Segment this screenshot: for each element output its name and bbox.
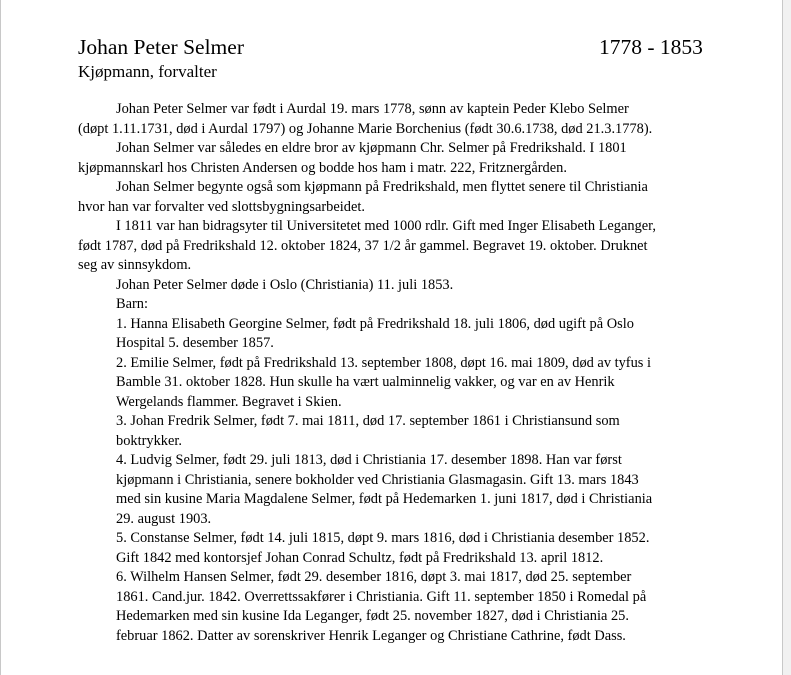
person-name-heading: Johan Peter Selmer xyxy=(78,35,244,59)
text-line: Gift 1842 med kontorsjef Johan Conrad Schultz, født på Fredrikshald 13. april 1812. xyxy=(116,549,604,566)
text-line: Johan Selmer begynte også som kjøpmann på Fredrikshald, men flyttet senere til Christiania xyxy=(116,179,648,195)
text-line: 29. august 1903. xyxy=(116,510,212,527)
text-line: 5. Constanse Selmer, født 14. juli 1815, døpt 9. mars 1816, død i Christiania desember 1852. xyxy=(116,530,650,546)
text-line: 2. Emilie Selmer, født på Fredrikshald 13. september 1808, døpt 16. mai 1809, død av tyfus i xyxy=(116,354,651,371)
text-line: Wergelands flammer. Begravet i Skien. xyxy=(116,393,342,410)
biography-text xyxy=(78,100,738,646)
text-line: februar 1862. Datter av sorenskriver Henrik Leganger og Christiane Cathrine, født Dass. xyxy=(116,627,626,644)
text-line: Johan Peter Selmer døde i Oslo (Christiania) 11. juli 1853. xyxy=(116,276,454,293)
text-line: seg av sinnsykdom. xyxy=(78,257,192,273)
text-line: kjøpmann i Christiania, senere bokholder ved Christiania Glasmagasin. Gift 13. mars 1843 xyxy=(116,471,639,488)
text-line: med sin kusine Maria Magdalene Selmer, født på Hedemarken 1. juni 1817, død i Christiania xyxy=(116,491,653,507)
text-line: Johan Selmer var således en eldre bror av kjøpmann Chr. Selmer på Fredrikshald. I 1801 xyxy=(116,140,627,156)
life-years-heading: 1778 - 1853 xyxy=(599,35,703,59)
text-line: 1. Hanna Elisabeth Georgine Selmer, født på Fredrikshald 18. juli 1806, død ugift på Oslo xyxy=(116,315,634,332)
text-line: boktrykker. xyxy=(116,432,182,449)
text-line: Hospital 5. desember 1857. xyxy=(116,335,274,351)
text-line: Hedemarken med sin kusine Ida Leganger, født 25. november 1827, død i Christiania 25. xyxy=(116,608,629,624)
text-line: 3. Johan Fredrik Selmer, født 7. mai 1811, død 17. september 1861 i Christiansund som xyxy=(116,413,620,429)
text-line: 1861. Cand.jur. 1842. Overrettssakfører i Christiania. Gift 11. september 1850 i Romedal på xyxy=(116,588,647,605)
text-line: Bamble 31. oktober 1828. Hun skulle ha vært ualminnelig vakker, og var en av Henrik xyxy=(116,374,615,390)
text-line: 4. Ludvig Selmer, født 29. juli 1813, død i Christiania 17. desember 1898. Han var først xyxy=(116,452,622,468)
text-line: hvor han var forvalter ved slottsbygningsarbeidet. xyxy=(78,198,365,215)
occupation-subtitle: Kjøpmann, forvalter xyxy=(78,62,217,81)
text-line: født 1787, død på Fredrikshald 12. oktober 1824, 37 1/2 år gammel. Begravet 19. oktober. Druknet xyxy=(78,237,648,254)
text-line: I 1811 var han bidragsyter til Universitetet med 1000 rdlr. Gift med Inger Elisabeth Leganger, xyxy=(116,218,656,234)
text-line: kjøpmannskarl hos Christen Andersen og bodde hos ham i matr. 222, Fritznergården. xyxy=(78,159,567,176)
text-line: 6. Wilhelm Hansen Selmer, født 29. desember 1816, døpt 3. mai 1817, død 25. september xyxy=(116,569,632,585)
text-line: (døpt 1.11.1731, død i Aurdal 1797) og Johanne Marie Borchenius (født 30.6.1738, død 21.3.1778). xyxy=(78,120,653,137)
text-line: Barn: xyxy=(116,296,148,312)
text-line: Johan Peter Selmer var født i Aurdal 19. mars 1778, sønn av kaptein Peder Klebo Selmer xyxy=(116,101,629,117)
